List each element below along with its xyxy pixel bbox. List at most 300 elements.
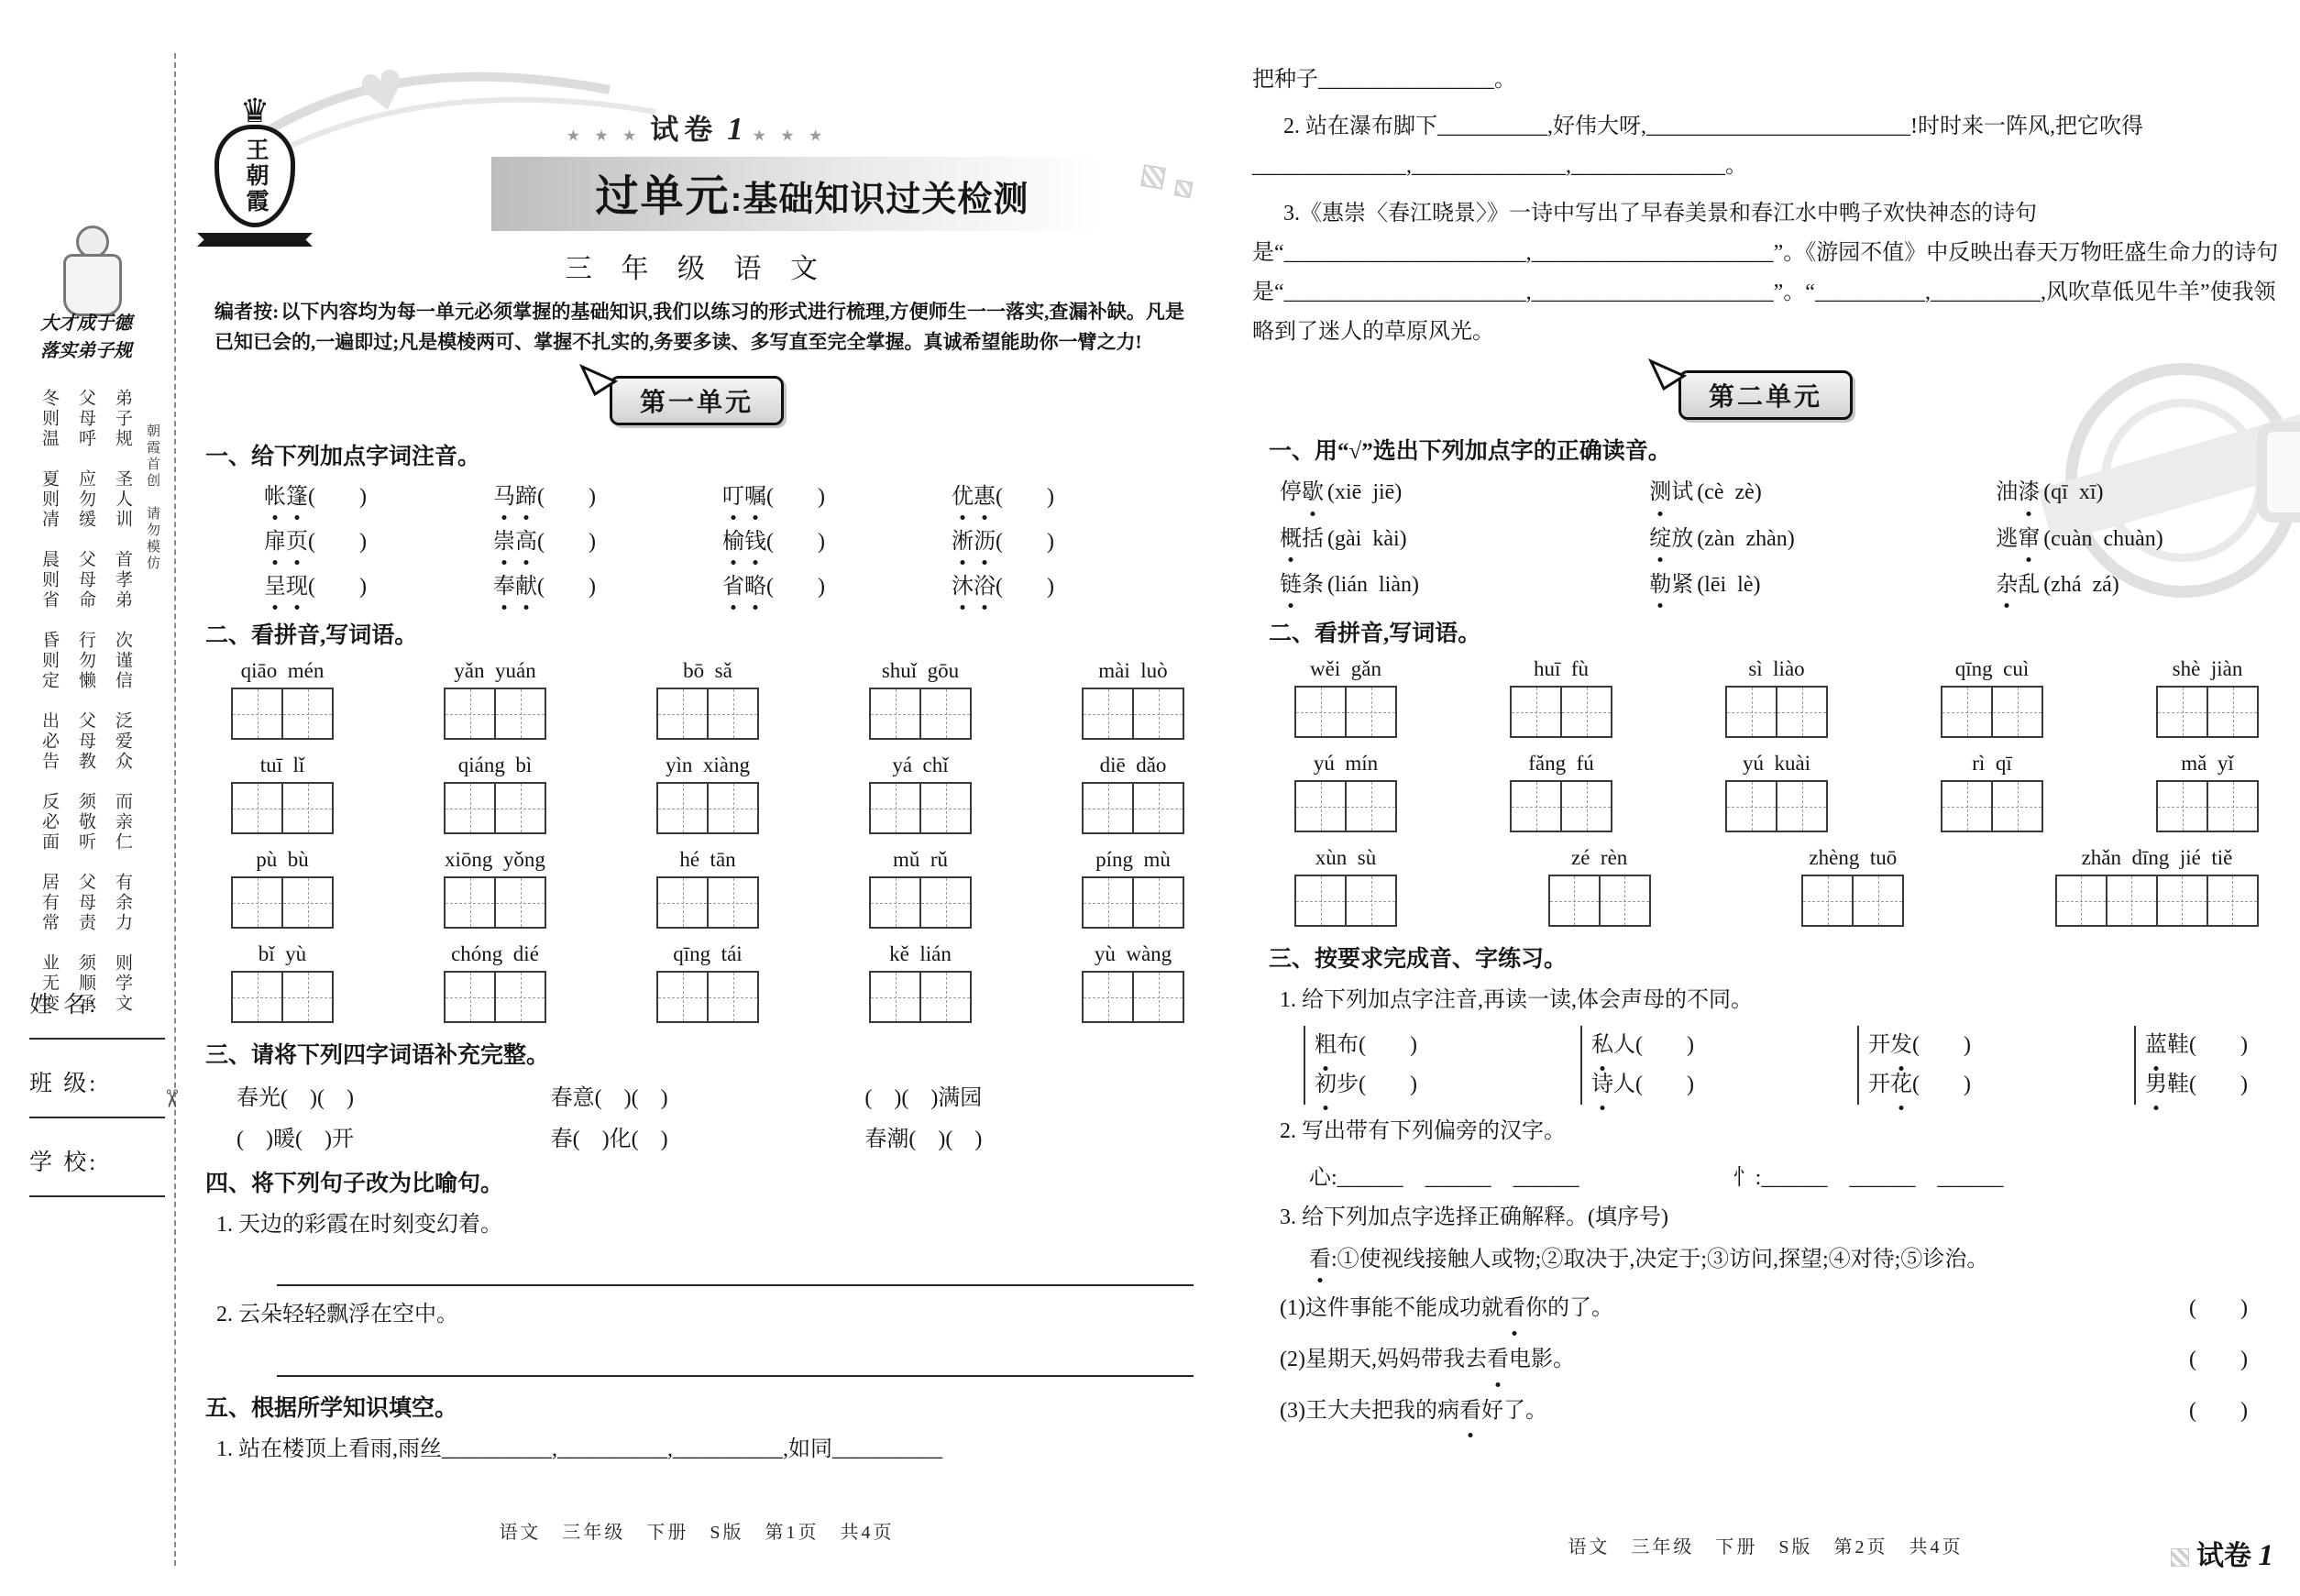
writing-cell [1345, 875, 1397, 927]
writing-cell [1132, 688, 1184, 740]
pinyin-label: píng mù [1095, 848, 1171, 872]
p1-section-1-title: 一、给下列加点字词注音。 [205, 444, 481, 469]
writing-cell [1725, 686, 1777, 738]
char: 嘱 [744, 480, 766, 514]
verse-columns [37, 389, 135, 1014]
brand-name: 王朝霞 [243, 138, 268, 215]
writing-cell [1345, 686, 1397, 738]
pinyin-word-item [1294, 752, 1397, 832]
class-input-line[interactable] [29, 1098, 165, 1118]
p1-section-2-title: 二、看拼音,写词语。 [205, 623, 418, 649]
idiom-item: 春光( )( ) [237, 1086, 354, 1111]
writing-cell [1132, 876, 1184, 929]
writing-cells [444, 782, 546, 834]
char: 奉 [493, 570, 515, 604]
writing-cells [444, 876, 546, 929]
pinyin-word-item [444, 848, 546, 929]
word-row [264, 480, 1181, 514]
char: 测 [1649, 475, 1671, 510]
writing-cell [2206, 875, 2259, 927]
corner-label [2171, 1533, 2273, 1573]
char: 蓝 [2145, 1026, 2167, 1065]
scissors-icon: ✂ [156, 1088, 185, 1109]
pinyin-word-item [1725, 657, 1828, 738]
school-field [29, 1144, 165, 1197]
writing-cell [869, 688, 921, 740]
writing-cells [656, 782, 759, 834]
sidebar-motto [31, 310, 141, 365]
writing-cells [656, 876, 759, 929]
writing-cell [1852, 875, 1904, 927]
char: 私 [1591, 1026, 1613, 1065]
writing-cell [231, 688, 283, 740]
char: 帐 [264, 480, 286, 514]
writing-cells [1082, 876, 1184, 929]
writing-cells [1294, 686, 1397, 738]
pinyin-label: sì liào [1748, 657, 1805, 681]
writing-cell [919, 782, 972, 834]
writing-cell [1082, 782, 1134, 834]
unit-2-banner-text: 第二单元 [1708, 382, 1822, 412]
char: 粗 [1315, 1026, 1337, 1065]
verse-column: 父母呼 应勿缓 父母命 行勿懒 父母教 须敬听 父母责 须顺承 [76, 389, 95, 1014]
writing-cell [1560, 686, 1612, 738]
pair-word [1591, 1026, 1694, 1065]
answer-paren: ( ) [1635, 1032, 1694, 1057]
writing-cell [1560, 780, 1612, 832]
char: 篷 [286, 480, 308, 514]
writing-cell [2206, 686, 2259, 738]
writing-cell [494, 971, 546, 1023]
grade-line: 三 年 级 语 文 [565, 254, 829, 284]
pinyin-word-item [231, 754, 334, 834]
pronunciation-choice [1280, 522, 1649, 556]
writing-cell [281, 688, 334, 740]
char: 优 [952, 480, 974, 514]
title-main: 过单元 [595, 171, 731, 220]
writing-cell [494, 782, 546, 834]
pinyin-grid-row [231, 754, 1184, 834]
p2-section-2-title: 二、看拼音,写词语。 [1269, 622, 1481, 647]
idiom-item: 春( )化( ) [550, 1128, 668, 1152]
writing-cell [1548, 875, 1601, 927]
motto-line-1: 大才成于德 [40, 314, 132, 334]
answer-paren: ( ) [1912, 1032, 1971, 1057]
p1-sec5-item-1: 1. 站在楼顶上看雨,雨丝__________,__________,__________,如同__________ [216, 1436, 942, 1461]
answer-line[interactable] [277, 1340, 1194, 1377]
answer-paren: ( ) [537, 529, 596, 554]
name-input-line[interactable] [29, 1019, 165, 1040]
writing-cell [869, 971, 921, 1023]
writing-cell [656, 782, 709, 834]
pinyin-options: (cuàn chuàn) [2043, 526, 2163, 551]
p2-sec3-sub2: 2. 写出带有下列偏旁的汉字。 [1280, 1119, 1566, 1144]
idiom-item: ( )( )满园 [864, 1086, 983, 1111]
pinyin-word-item [1082, 659, 1184, 740]
motto-line-2: 落实弟子规 [40, 341, 132, 361]
writing-cell [1082, 688, 1134, 740]
mascot-body [63, 254, 122, 316]
answer-line[interactable] [277, 1249, 1194, 1286]
answer-paren: ( ) [996, 529, 1054, 554]
paper-tag-number: 1 [727, 111, 743, 147]
paper-tag-label: 试卷 [650, 114, 719, 146]
char: 人 [1613, 1073, 1635, 1097]
p2-initial-contrast-pairs [1304, 1026, 2248, 1105]
char: 省 [722, 570, 744, 604]
stars-right: ★ ★ ★ [752, 127, 828, 146]
word-with-paren [952, 570, 1181, 604]
editor-note [215, 297, 1184, 358]
writing-cell [281, 971, 334, 1023]
writing-cell [707, 876, 759, 929]
pinyin-label: qiāo mén [240, 659, 325, 683]
char: 蹄 [515, 480, 537, 514]
char: 淅 [952, 525, 974, 559]
pinyin-grid-row [231, 942, 1184, 1023]
pinyin-word-item [1941, 657, 2043, 738]
char: 榆 [722, 525, 744, 559]
p2-sec3-sub1: 1. 给下列加点字注音,再读一读,体会声母的不同。 [1280, 988, 1753, 1013]
writing-cell [231, 876, 283, 929]
answer-paren: ( ) [537, 484, 596, 509]
char: 崇 [493, 525, 515, 559]
writing-cell [656, 688, 709, 740]
name-field [29, 986, 165, 1040]
pinyin-label: fǎng fú [1528, 752, 1594, 776]
writing-cell [281, 782, 334, 834]
writing-cells [1082, 971, 1184, 1023]
char: 漆 [2018, 475, 2040, 510]
pronunciation-choice [1280, 567, 1649, 602]
pinyin-label: yù wàng [1094, 942, 1172, 966]
pinyin-options: (gài kài) [1327, 526, 1407, 551]
writing-cell [919, 971, 972, 1023]
writing-cell [1991, 780, 2043, 832]
char: 括 [1302, 526, 1324, 551]
pair-word [1591, 1065, 1694, 1105]
writing-cells [1725, 780, 1828, 832]
corner-paper-label: 试卷 [2196, 1541, 2251, 1571]
char: 花 [1890, 1065, 1912, 1105]
word-with-paren [722, 525, 952, 559]
char: 绽 [1649, 522, 1671, 556]
writing-cells [1294, 875, 1397, 927]
word-row [264, 570, 1181, 604]
writing-cells [2156, 780, 2259, 832]
writing-cells [869, 782, 972, 834]
pinyin-label: kě lián [889, 942, 952, 966]
pair-word [1868, 1026, 1971, 1065]
word-with-paren [952, 480, 1181, 514]
writing-cells [1082, 782, 1184, 834]
writing-cell [656, 876, 709, 929]
answer-paren: ( ) [308, 529, 367, 554]
pinyin-word-item [444, 659, 546, 740]
page-title [491, 157, 1133, 231]
word-row [264, 525, 1181, 559]
pinyin-word-item [1294, 846, 1397, 927]
writing-cell [1510, 686, 1562, 738]
sentence-text: (3)王大夫把我的病看好了。 [1280, 1391, 1547, 1433]
pinyin-grid-row [1294, 846, 2259, 927]
pinyin-label: mǎ yǐ [2181, 752, 2234, 776]
writing-cell [2156, 780, 2208, 832]
sentence-text: (1)这件事能不能成功就看你的了。 [1280, 1288, 1613, 1330]
idiom-row [237, 1120, 1179, 1152]
answer-paren: ( ) [1359, 1032, 1417, 1057]
word-with-paren [493, 480, 722, 514]
editor-text: 以下内容均为每一单元必须掌握的基础知识,我们以练习的形式进行梳理,方便师生一一落实,查漏补缺。凡是已知已会的,一遍即过;凡是模棱两可、掌握不扎实的,务要多读、多写直至完全掌握。真诚希望能助你一臂之力! [215, 301, 1185, 353]
writing-cell [1132, 971, 1184, 1023]
pinyin-label: xùn sù [1315, 846, 1377, 870]
writing-cells [869, 876, 972, 929]
writing-cell [1294, 875, 1347, 927]
char: 停 [1280, 480, 1302, 505]
pronunciation-row [1280, 522, 2270, 556]
page-2 [1252, 48, 2279, 1572]
idiom-item: ( )暖( )开 [237, 1128, 354, 1152]
char: 试 [1671, 480, 1694, 505]
char: 乱 [2018, 573, 2041, 598]
unit-1-banner [610, 376, 784, 425]
unit-1-banner-text: 第一单元 [639, 387, 754, 416]
p2-radicals-line: 心:______ ______ ______ 忄:______ ______ ______ [1309, 1165, 2004, 1190]
answer-paren: ( ) [308, 574, 367, 599]
p1-sec4-item-1: 1. 天边的彩霞在时刻变幻着。 [216, 1213, 502, 1238]
cut-line [174, 53, 176, 1566]
pinyin-label: yǎn yuán [454, 659, 536, 683]
pinyin-word-item [869, 659, 972, 740]
class-label: 班 级: [29, 1072, 99, 1096]
pronunciation-choice [1649, 522, 1996, 556]
pinyin-label: yá chǐ [892, 754, 949, 777]
band-decoration [1174, 180, 1194, 199]
pronunciation-row [1280, 567, 2270, 602]
pinyin-grid-row [231, 659, 1184, 740]
char: 开 [1868, 1073, 1890, 1097]
p2-sec3-sub3: 3. 给下列加点字选择正确解释。(填序号) [1280, 1205, 1668, 1229]
banner-nib-icon [579, 364, 618, 397]
contrast-pair [1304, 1026, 1417, 1105]
contrast-pair [1857, 1026, 1971, 1105]
pinyin-label: hé tān [679, 848, 736, 872]
writing-cell [1776, 686, 1828, 738]
writing-cell [281, 876, 334, 929]
explanation-sentence [1280, 1339, 2248, 1381]
char: 呈 [264, 570, 286, 604]
pinyin-word-item [1941, 752, 2043, 832]
paper-tag [189, 106, 1205, 148]
writing-cell [1132, 782, 1184, 834]
sentence-text: (2)星期天,妈妈带我去看电影。 [1280, 1339, 1575, 1381]
answer-paren: ( ) [308, 484, 367, 509]
p2-fill-item-2: 2. 站在瀑布脚下__________,好伟大呀,________________________!时时来一阵风,把它吹得______________,______________,______________。 [1252, 115, 2143, 179]
pair-word [1868, 1065, 1971, 1105]
pinyin-label: zé rèn [1571, 846, 1628, 870]
pinyin-word-item [2055, 846, 2259, 927]
answer-paren: ( ) [766, 484, 825, 509]
heart-decoration: ♥ [352, 55, 414, 128]
writing-cells [231, 688, 334, 740]
explanation-sentence [1280, 1288, 2248, 1330]
writing-cells [656, 688, 759, 740]
writing-cell [2206, 780, 2259, 832]
pinyin-word-item [869, 848, 972, 929]
writing-cells [444, 971, 546, 1023]
pinyin-label: mài luò [1098, 659, 1168, 683]
writing-cell [919, 688, 972, 740]
char: 沐 [952, 570, 974, 604]
char: 叮 [722, 480, 744, 514]
char: 概 [1280, 522, 1302, 556]
pinyin-label: zhǎn dīng jié tiě [2081, 846, 2233, 870]
p1-section-4-title: 四、将下列句子改为比喻句。 [205, 1172, 504, 1197]
pinyin-label: qiáng bì [457, 754, 533, 777]
writing-cells [1082, 688, 1184, 740]
pair-word [1315, 1026, 1417, 1065]
writing-cells [231, 971, 334, 1023]
writing-cell [1082, 876, 1134, 929]
pronunciation-choice [1996, 567, 2270, 602]
pinyin-word-item [444, 754, 546, 834]
pinyin-label: diē dǎo [1099, 754, 1167, 777]
name-label: 姓 名: [29, 993, 99, 1018]
idiom-row [237, 1079, 1179, 1111]
pair-word [2145, 1026, 2248, 1065]
writing-cells [444, 688, 546, 740]
pinyin-grid-row [231, 848, 1184, 929]
word-with-paren [952, 525, 1181, 559]
pinyin-word-item [1510, 657, 1612, 738]
corner-paper-number: 1 [2258, 1539, 2273, 1572]
p1-annotation-words [189, 480, 1205, 605]
char: 页 [286, 525, 308, 559]
writing-cell [2106, 875, 2158, 927]
answer-paren: ( ) [537, 574, 596, 599]
idiom-item: 春意( )( ) [550, 1086, 668, 1111]
page-2-footer: 语文 三年级 下册 S版 第2页 共4页 [1568, 1537, 1964, 1557]
char: 献 [515, 570, 537, 604]
char: 条 [1302, 573, 1324, 598]
answer-paren: ( ) [2189, 1296, 2248, 1321]
p2-definitions-line [1252, 1242, 2279, 1277]
pinyin-word-item [444, 942, 546, 1023]
char: 油 [1996, 480, 2019, 505]
char: 诗 [1591, 1065, 1613, 1105]
writing-cell [231, 971, 283, 1023]
p1-section-3-title: 三、请将下列四字词语补充完整。 [205, 1043, 550, 1069]
char: 现 [286, 570, 308, 604]
writing-cells [1725, 686, 1828, 738]
pinyin-word-item [1294, 657, 1397, 738]
writing-cells [1294, 780, 1397, 832]
pinyin-word-item [231, 942, 334, 1023]
pinyin-options: (cè zè) [1697, 480, 1762, 505]
pinyin-word-item [656, 754, 759, 834]
answer-paren: ( ) [1912, 1073, 1971, 1097]
char: 窜 [2018, 522, 2040, 556]
word-with-paren [722, 570, 952, 604]
banner-nib-icon [1648, 358, 1687, 391]
pinyin-word-item [869, 942, 972, 1023]
char: 链 [1280, 567, 1302, 602]
answer-paren: ( ) [996, 574, 1054, 599]
p1-section-5-title: 五、根据所学知识填空。 [205, 1395, 458, 1421]
p2-explanation-sentences [1280, 1288, 2248, 1432]
corner-decoration [2171, 1548, 2189, 1567]
writing-cell [2156, 686, 2208, 738]
pinyin-label: yú mín [1313, 752, 1379, 776]
pinyin-word-item [231, 848, 334, 929]
writing-cell [1776, 780, 1828, 832]
writing-cells [231, 876, 334, 929]
char: 发 [1890, 1026, 1912, 1065]
pinyin-word-item [869, 754, 972, 834]
pinyin-word-item [1548, 846, 1651, 927]
copy-note: 朝霞首创 请勿模仿 [145, 424, 160, 572]
pronunciation-choice [1649, 475, 1996, 510]
word-with-paren [264, 570, 493, 604]
writing-cell [494, 876, 546, 929]
writing-cells [231, 782, 334, 834]
pinyin-word-item [656, 848, 759, 929]
writing-cell [2055, 875, 2107, 927]
char: 男 [2145, 1065, 2167, 1105]
char: 略 [744, 570, 766, 604]
pinyin-label: tuī lǐ [259, 754, 305, 777]
p2-fill-item-3: 3.《惠崇〈春江晓景〉》一诗中写出了早春美景和春江水中鸭子欢快神态的诗句是“______________________,______________________”。《游园不值》中反映出春天万物旺盛生命力的诗句是“______________________,______________________”。“__________,__________,风吹草低见牛羊”使我领略到了迷人的草原风光。 [1252, 201, 2279, 345]
p1-pinyin-grid [231, 659, 1184, 1023]
writing-cell [444, 782, 496, 834]
writing-cell [1345, 780, 1397, 832]
writing-cell [1801, 875, 1854, 927]
pronunciation-choice [1280, 475, 1649, 510]
pinyin-label: mǔ rǔ [892, 848, 949, 872]
writing-cell [869, 876, 921, 929]
writing-cell [1599, 875, 1651, 927]
pinyin-label: shè jiàn [2172, 657, 2243, 681]
writing-cell [1294, 780, 1347, 832]
dotted-char: 看 [1309, 1242, 1331, 1277]
verse-column: 弟子规 圣人训 首孝弟 次谨信 泛爱众 而亲仁 有余力 则学文 [113, 389, 132, 1014]
writing-cell [444, 971, 496, 1023]
writing-cell [1941, 686, 1993, 738]
answer-paren: ( ) [2189, 1348, 2248, 1372]
pair-word [2145, 1065, 2248, 1105]
char: 步 [1337, 1073, 1359, 1097]
writing-cells [869, 688, 972, 740]
writing-cell [444, 876, 496, 929]
pinyin-word-item [2156, 752, 2259, 832]
school-input-line[interactable] [29, 1177, 165, 1197]
pronunciation-choice [1996, 475, 2270, 510]
dotted-char: 看 [1487, 1339, 1509, 1381]
unit-2-banner [1678, 370, 1853, 420]
pronunciation-choice [1996, 522, 2270, 556]
word-with-paren [493, 570, 722, 604]
student-fields [29, 986, 165, 1223]
word-with-paren [493, 525, 722, 559]
pinyin-word-item [2156, 657, 2259, 738]
crown-icon: ♛ [239, 93, 270, 130]
char: 开 [1868, 1032, 1890, 1057]
pinyin-label: chóng dié [451, 942, 539, 966]
pronunciation-row [1280, 475, 2270, 510]
char: 放 [1671, 526, 1694, 551]
verse-column: 冬则温 夏则凊 晨则省 昏则定 出必告 反必面 居有常 业无变 [39, 389, 59, 1014]
pinyin-word-item [231, 659, 334, 740]
